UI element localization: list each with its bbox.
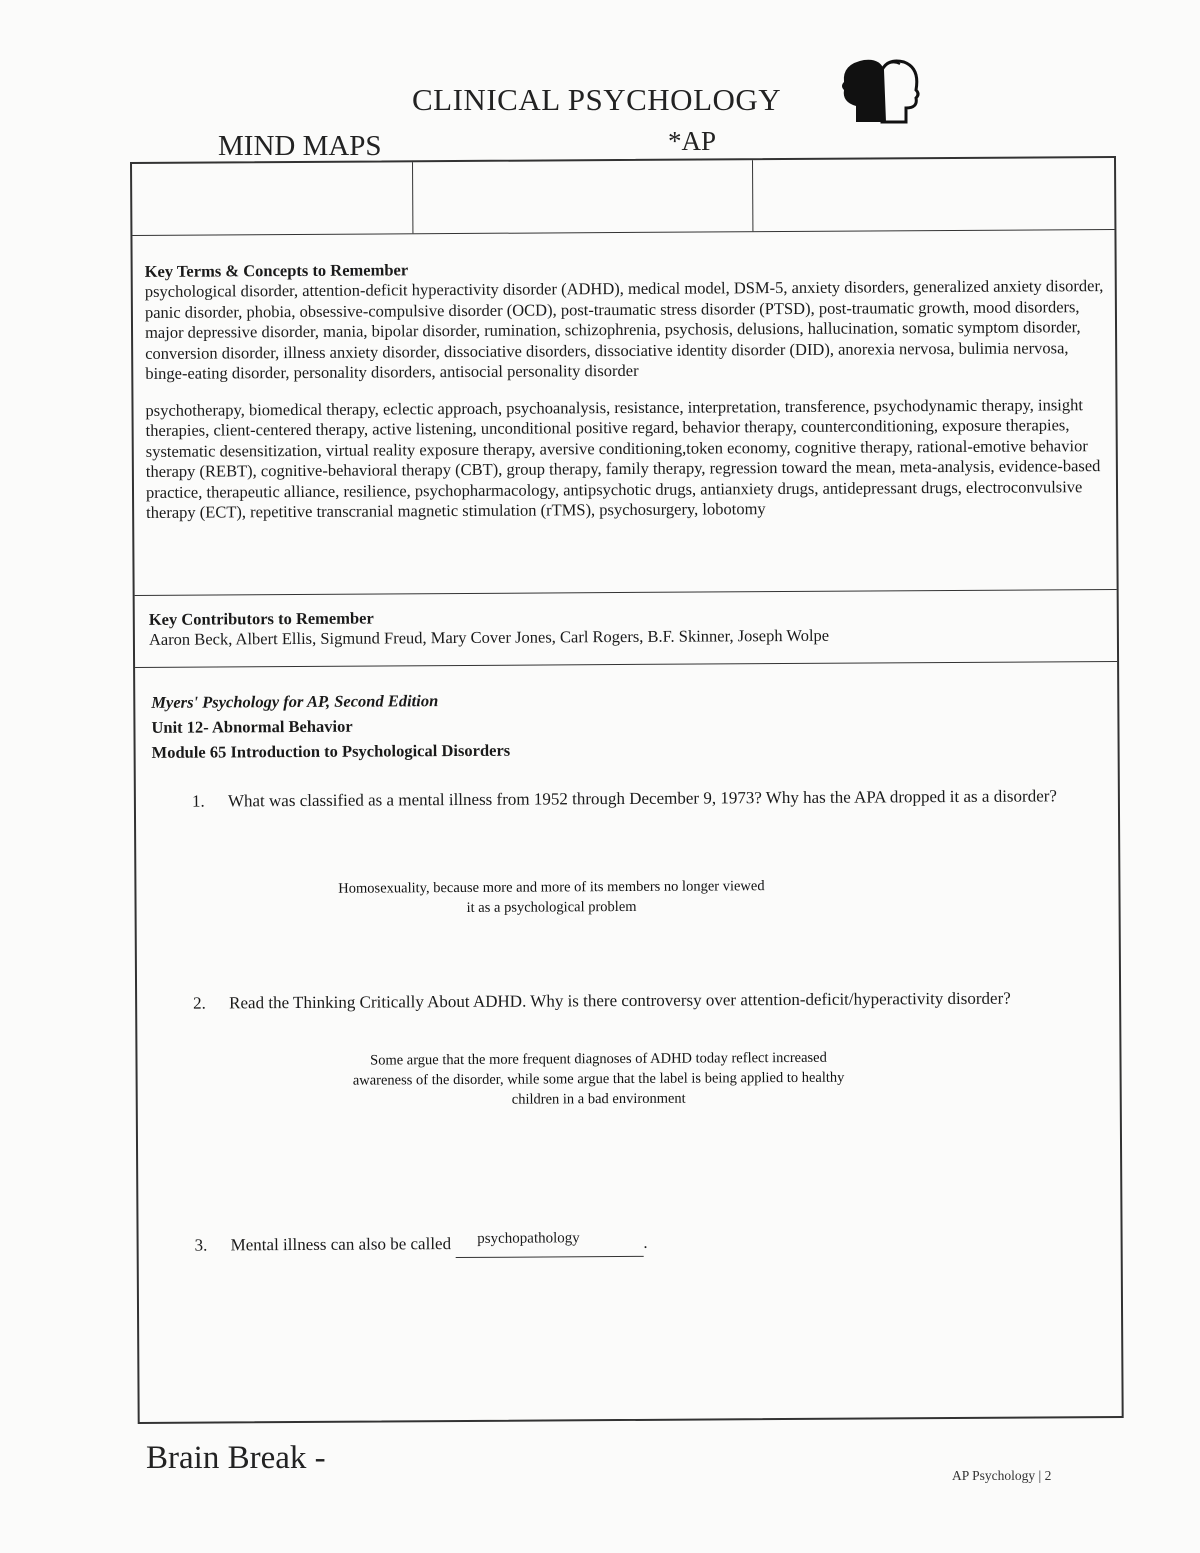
blank-header-row [132, 158, 1114, 236]
book-title: Myers' Psychology for AP, Second Edition [151, 691, 439, 712]
brain-break-label: Brain Break - [146, 1440, 326, 1476]
question-text: Mental illness can also be called [230, 1234, 452, 1255]
contributors-section [135, 590, 1117, 668]
key-terms-heading: Key Terms & Concepts to Remember [144, 260, 409, 281]
key-terms-therapies: psychotherapy, biomedical therapy, eclectic approach, psychoanalysis, resistance, interpretation, transference, psychodynamic therapy, insight therapies, client-centered therapy, active listening, unconditional positive regard, behavior therapy, counterconditioning, exposure therapies, systematic desensitization, virtual reality exposure therapy, aversive conditioning,token economy, cognitive therapy, rational-emotive behavior therapy (REBT), cognitive-behavioral therapy (CBT), group therapy, family therapy, regression toward the mean, meta-analysis, evidence-based practice, therapeutic alliance, resilience, psychopharmacology, antipsychotic drugs, antianxiety drugs, antidepressant drugs, electroconvulsive therapy (ECT), repetitive transcranial magnetic stimulation (rTMS), psychosurgery, lobotomy [145, 394, 1101, 522]
worksheet-frame [130, 156, 1124, 1424]
page-footer: AP Psychology | 2 [952, 1468, 1052, 1483]
page-title: CLINICAL PSYCHOLOGY [412, 82, 782, 117]
key-terms-disorders: psychological disorder, attention-deficit hyperactivity disorder (ADHD), medical model, DSM-5, anxiety disorders, generalized anxiety disorder, panic disorder, phobia, obsessive-compulsive disorder (OCD), post-traumatic stress disorder (PTSD), post-traumatic growth, mood disorders, major depressive disorder, mania, bipolar disorder, rumination, schizophrenia, psychosis, delusions, hallucination, somatic symptom disorder, conversion disorder, illness anxiety disorder, dissociative disorders, dissociative identity disorder (DID), anorexia nervosa, bulimia nervosa, binge-eating disorder, personality disorders, antisocial personality disorder [144, 276, 1104, 383]
page-subtitle: MIND MAPS [218, 130, 382, 162]
question-number: 1. [191, 791, 205, 811]
question-suffix: . [643, 1232, 648, 1252]
question-text: What was classified as a mental illness from 1952 through December 9, 1973? Why has the APA dropped it as a disorder? [227, 786, 1057, 811]
two-heads-icon [836, 56, 922, 126]
module-title: Module 65 Introduction to Psychological Disorders [151, 740, 511, 762]
question-3 [195, 1227, 895, 1259]
ap-mark: *AP [668, 126, 717, 156]
question-text: Read the Thinking Critically About ADHD. Why is there controversy over attention-deficit/hyperactivity disorder? [229, 988, 1011, 1013]
key-terms-section [132, 230, 1116, 596]
blank-cell [132, 162, 413, 235]
answer-1: Homosexuality, because more and more of its members no longer viewed it as a psychological problem [338, 878, 765, 916]
question-number: 2. [193, 993, 206, 1013]
answer-2: Some argue that the more frequent diagnoses of ADHD today reflect increased awareness of the disorder, while some argue that the label is being applied to healthy children in a bad environment [352, 1049, 845, 1108]
question-2 [193, 984, 1073, 1017]
questions-section [135, 662, 1122, 1424]
blank-answer: psychopathology [477, 1230, 580, 1247]
contributors-names: Aaron Beck, Albert Ellis, Sigmund Freud, Mary Cover Jones, Carl Rogers, B.F. Skinner, Joseph Wolpe [148, 625, 830, 649]
question-number: 3. [194, 1235, 208, 1255]
unit-title: Unit 12- Abnormal Behavior [151, 716, 353, 737]
question-1 [192, 782, 1092, 815]
fill-in-blank [455, 1230, 643, 1258]
blank-cell [752, 158, 1116, 231]
contributors-heading: Key Contributors to Remember [148, 608, 374, 629]
blank-cell [412, 160, 753, 233]
